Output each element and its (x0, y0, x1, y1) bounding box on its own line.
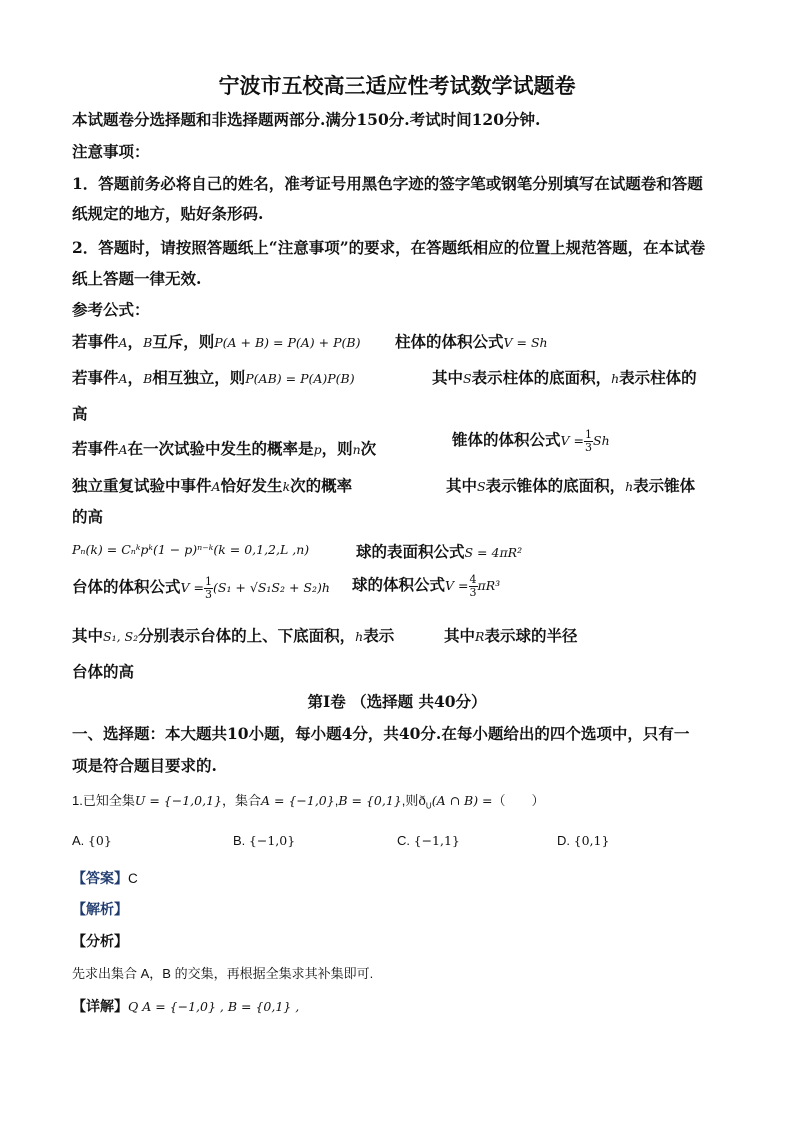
event-b: B (143, 335, 153, 350)
cone-note-h: h (625, 479, 634, 494)
prism-note-post: 表示柱体的 (619, 368, 697, 387)
prob-p: p (313, 442, 322, 457)
frac-den: 3 (205, 587, 212, 601)
formula-independent (72, 366, 355, 388)
notice-2-line-1: 2．答题时，请按照答题纸上“注意事项”的要求，在答题纸相应的位置上规范答题，在本试卷 (72, 238, 706, 257)
frustum-note-post: 表示 (363, 626, 395, 645)
intro-text: 本试题卷分选择题和非选择题两部分.满分150分.考试时间120分钟. (72, 110, 541, 129)
cone-sh: Sh (593, 433, 610, 448)
frac-num: 4 (469, 572, 477, 586)
answer-tag: 【答案】 (72, 870, 128, 886)
trial-a: A (211, 479, 221, 494)
fenxi-tag: 【分析】 (72, 933, 128, 949)
prism-note-continued: 高 (72, 404, 88, 423)
trial-mid: 恰好发生 (220, 476, 283, 495)
complement-sub: U (425, 801, 432, 811)
complement-symbol: ð (418, 793, 426, 808)
frustum-v: V = (180, 580, 204, 595)
cone-note-s: S (477, 479, 486, 494)
frustum-note-s: S₁, S₂ (103, 629, 139, 644)
notice-2-line-2: 纸上答题一律无效. (72, 269, 202, 288)
sphere-note-post: 表示球的半径 (484, 626, 578, 645)
sphere-note-pre: 其中 (444, 626, 476, 645)
option-d[interactable] (557, 833, 609, 848)
question-1-stem (72, 790, 545, 811)
frustum-note (72, 624, 394, 646)
option-a[interactable] (72, 833, 112, 848)
sphere-note-r: R (475, 629, 485, 644)
formula-exclusive (72, 330, 360, 352)
trial-k: k (282, 479, 291, 494)
q1-prefix: 1.已知全集 (72, 793, 135, 808)
prob-n: n (352, 442, 361, 457)
prism-note (432, 366, 697, 388)
formula-exclusive-math: P(A + B) = P(A) + P(B) (214, 335, 361, 350)
option-d-value: {0,1} (573, 833, 610, 848)
sphere-surface-label: 球的表面积公式 (356, 542, 465, 561)
formula-independent-label: 若事件 (72, 368, 119, 387)
option-c-value: {−1,1} (413, 833, 460, 848)
option-c[interactable] (397, 833, 460, 848)
notice-1-line-2: 纸规定的地方，贴好条形码. (72, 204, 264, 223)
option-b-label: B. (233, 833, 246, 848)
sphere-volume-rest: πR³ (477, 578, 501, 593)
prob-mid: 在一次试验中发生的概率是 (127, 439, 314, 458)
frustum-note-continued: 台体的高 (72, 662, 135, 681)
cone-note-post: 表示锥体 (633, 476, 696, 495)
sphere-volume-label: 球的体积公式 (352, 575, 446, 594)
section-desc-line-2: 项是符合题目要求的. (72, 756, 217, 775)
q1-intersection: (A ∩ B) = (431, 793, 493, 808)
formula-prism-label: 柱体的体积公式 (395, 332, 504, 351)
frustum-rest: (S₁ + √S₁S₂ + S₂)h (213, 580, 330, 595)
q1-set-a: A = {−1,0} (261, 793, 335, 808)
formula-exclusive-label: 若事件 (72, 332, 119, 351)
separator: ， (127, 332, 144, 351)
sphere-volume-v: V = (445, 578, 469, 593)
notice-1-line-1: 1．答题前务必将自己的姓名，准考证号用黑色字迹的签字笔或钢笔分别填写在试题卷和答题 (72, 174, 703, 193)
section-desc-line-1: 一、选择题：本大题共10小题，每小题4分，共40分.在每小题给出的四个选项中，只有一 (72, 724, 690, 743)
option-c-label: C. (397, 833, 410, 848)
detail-tag: 【详解】 (72, 998, 128, 1014)
formula-frustum-volume (72, 575, 330, 601)
formula-exclusive-relation: 互斥，则 (152, 332, 215, 351)
event-a: A (118, 371, 128, 386)
prism-note-s: S (463, 371, 472, 386)
answer-value: C (128, 871, 138, 886)
cone-note-mid: 表示锥体的底面积， (485, 476, 626, 495)
section-title: 第Ⅰ卷 （选择题 共40分） (307, 692, 487, 711)
answer-line (72, 868, 138, 888)
frac-den: 3 (585, 440, 592, 454)
formula-independent-relation: 相互独立，则 (152, 368, 246, 387)
frustum-note-pre: 其中 (72, 626, 104, 645)
q1-universal-set: U = {−1,0,1} (134, 793, 222, 808)
frac-num: 1 (205, 574, 212, 588)
option-a-value: {0} (87, 833, 112, 848)
formula-sphere-surface (356, 540, 522, 562)
event-a: A (118, 335, 128, 350)
frustum-note-h: h (355, 629, 364, 644)
formula-heading: 参考公式： (72, 300, 150, 319)
frac-num: 1 (585, 427, 592, 441)
q1-comma: , (334, 793, 339, 808)
cone-label: 锥体的体积公式 (452, 430, 561, 449)
fraction-one-third (584, 429, 593, 454)
prism-note-h: h (611, 371, 620, 386)
formula-sphere-volume (352, 573, 500, 599)
fraction-one-third (204, 576, 213, 601)
trial-pre: 独立重复试验中事件 (72, 476, 212, 495)
prism-note-pre: 其中 (432, 368, 464, 387)
q1-set-b: B = {0,1} (338, 793, 402, 808)
event-b: B (143, 371, 153, 386)
q1-blank: （ ） (492, 793, 545, 808)
prism-note-mid: 表示柱体的底面积， (471, 368, 612, 387)
prob-post: 次 (360, 439, 377, 458)
detail-line (72, 996, 299, 1016)
prob-mid2: ，则 (321, 439, 353, 458)
cone-note-pre: 其中 (446, 476, 478, 495)
cone-v: V = (560, 433, 584, 448)
frustum-label: 台体的体积公式 (72, 577, 181, 596)
prob-a: A (118, 442, 128, 457)
formula-repeated-trial (72, 474, 352, 496)
option-b-value: {−1,0} (248, 833, 296, 848)
option-b[interactable] (233, 833, 295, 848)
separator: ， (127, 368, 144, 387)
prob-pre: 若事件 (72, 439, 119, 458)
cone-note-continued: 的高 (72, 507, 104, 526)
fraction-four-thirds (469, 574, 478, 599)
q1-mid: ，集合 (221, 793, 261, 808)
formula-prism-volume (395, 330, 548, 352)
option-a-label: A. (72, 833, 85, 848)
sphere-surface-math: S = 4πR² (464, 545, 523, 560)
notice-heading: 注意事项： (72, 142, 150, 161)
analysis-tag: 【解析】 (72, 901, 128, 917)
q1-then: ,则 (401, 793, 419, 808)
frac-den: 3 (469, 585, 477, 599)
formula-independent-math: P(AB) = P(A)P(B) (245, 371, 355, 386)
trial-post: 次的概率 (290, 476, 353, 495)
frustum-note-mid: 分别表示台体的上、下底面积， (138, 626, 356, 645)
formula-probability (72, 437, 376, 459)
binomial-formula: Pₙ(k) = Cₙᵏpᵏ(1 − p)ⁿ⁻ᵏ(k = 0,1,2,L ,n) (72, 542, 310, 557)
option-d-label: D. (557, 833, 570, 848)
detail-math: Q A = {−1,0} , B = {0,1} , (128, 999, 300, 1014)
formula-prism-math: V = Sh (503, 335, 548, 350)
formula-cone-volume (452, 428, 610, 454)
sphere-note (444, 624, 577, 646)
fenxi-text: 先求出集合 A，B 的交集，再根据全集求其补集即可. (72, 966, 374, 981)
page-title: 宁波市五校高三适应性考试数学试题卷 (218, 73, 576, 98)
cone-note (446, 474, 695, 496)
